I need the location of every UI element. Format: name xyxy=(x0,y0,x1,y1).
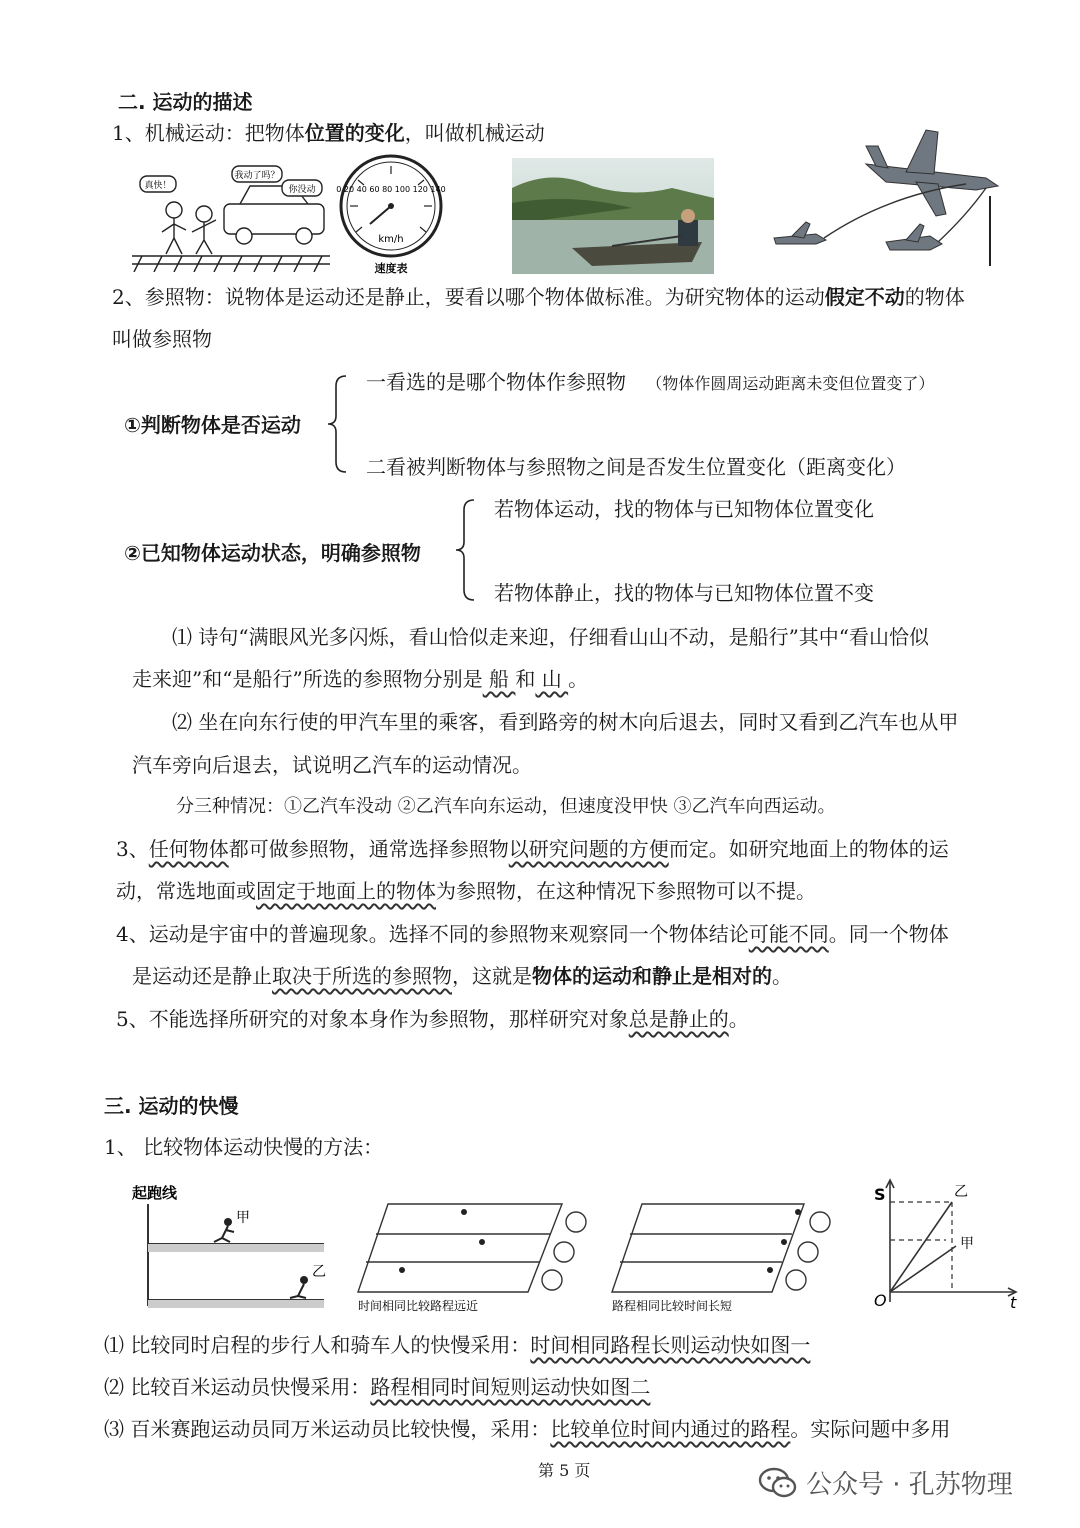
boat-lake-photo xyxy=(512,158,714,274)
speedo-ticks: 0 20 40 60 80 100 120 140 xyxy=(336,185,446,194)
known-option-a: 若物体运动，找的物体与已知物体位置变化 xyxy=(494,497,874,521)
p4-bold: 物体的运动和静止是相对的 xyxy=(532,964,772,988)
question-2 xyxy=(104,1372,650,1402)
p2-prefix: 2、参照物：说物体是运动还是静止，要看以哪个物体做标准。为研究物体的运动 xyxy=(112,285,825,309)
known-brace xyxy=(454,496,478,604)
p1-bold: 位置的变化 xyxy=(304,121,405,145)
p2-suffix: 的物体 xyxy=(904,285,965,309)
cartoon-kids-car-figure xyxy=(132,160,330,272)
paragraph-4-line2 xyxy=(132,961,792,991)
p3-pre: 3、 xyxy=(116,837,149,861)
p4-u2: 取决于所选的参照物 xyxy=(272,964,452,988)
p1-suffix: ，叫做机械运动 xyxy=(404,121,545,145)
p4-line2-a: 是运动还是静止 xyxy=(132,964,272,988)
question-1 xyxy=(104,1330,810,1360)
known-label: ②已知物体运动状态，明确参照物 xyxy=(124,541,421,565)
paragraph-3-line2 xyxy=(116,876,816,906)
p5-a: 5、不能选择所研究的对象本身作为参照物，那样研究对象 xyxy=(116,1007,629,1031)
fig1-a: 甲 xyxy=(236,1210,250,1226)
wechat-icon xyxy=(758,1466,798,1500)
fig1-b: 乙 xyxy=(312,1264,326,1280)
ex1-end: 。 xyxy=(568,667,589,691)
p3-line2-b: 为参照物，在这种情况下参照物可以不提。 xyxy=(436,879,816,903)
example2-line1: ⑵ 坐在向东行使的甲汽车里的乘客，看到路旁的树木向后退去，同时又看到乙汽车也从甲 xyxy=(172,710,959,734)
judge-label: ①判断物体是否运动 xyxy=(124,413,301,437)
p1-prefix: 1、机械运动：把物体 xyxy=(112,121,305,145)
ex1-line2-text: 走来迎”和“是船行”所选的参照物分别是 xyxy=(132,667,483,691)
judge-brace xyxy=(326,372,350,476)
judge-option-b: 二看被判断物体与参照物之间是否发生位置变化（距离变化） xyxy=(366,455,906,479)
same-distance-figure xyxy=(608,1200,844,1316)
p3-line2-a: 动，常选地面或 xyxy=(116,879,256,903)
speedo-caption: 速度表 xyxy=(374,262,408,275)
p3-mid: 都可做参照物，通常选择参照物 xyxy=(228,837,509,861)
aerial-refuel-figure xyxy=(766,126,1006,268)
ex1-answer-1: 船 xyxy=(482,667,516,691)
page-number: 第 5 页 xyxy=(538,1461,591,1480)
fig3-caption: 路程相同比较时间长短 xyxy=(612,1299,733,1313)
section3-paragraph-1: 1、 比较物体运动快慢的方法： xyxy=(104,1135,384,1159)
reference-object-paragraph xyxy=(112,282,965,312)
p4-b: 。同一个物体 xyxy=(828,922,949,946)
p3-u1: 任何物体 xyxy=(148,837,229,861)
speedo-unit: km/h xyxy=(378,234,404,245)
section3-title: 三. 运动的快慢 xyxy=(104,1094,239,1118)
bubble-2: 我动了吗？ xyxy=(234,171,280,181)
fig1-label: 起跑线 xyxy=(132,1184,178,1202)
speedometer-figure xyxy=(336,154,446,276)
p3-u3: 固定于地面上的物体 xyxy=(256,879,436,903)
q1-answer: 时间相同路程长则运动快如图一 xyxy=(530,1333,811,1357)
p4-u1: 可能不同 xyxy=(748,922,829,946)
p4-a: 4、运动是宇宙中的普遍现象。选择不同的参照物来观察同一个物体结论 xyxy=(116,922,749,946)
example2-answer: 分三种情况：①乙汽车没动 ②乙汽车向东运动，但速度没甲快 ③乙汽车向西运动。 xyxy=(176,796,836,817)
same-time-figure xyxy=(354,1200,594,1316)
ex1-answer-2: 山 xyxy=(535,667,569,691)
fig2-caption: 时间相同比较路程远近 xyxy=(358,1299,479,1313)
p3-end: 而定。如研究地面上的物体的运 xyxy=(668,837,949,861)
watermark-text: 公众号 · 孔苏物理 xyxy=(806,1470,1013,1500)
p4-line2-b: ，这就是 xyxy=(452,964,532,988)
q1-prefix: ⑴ 比较同时启程的步行人和骑车人的快慢采用： xyxy=(104,1333,531,1357)
section2-title: 二. 运动的描述 xyxy=(118,90,253,114)
fig4-o: O xyxy=(874,1291,887,1310)
fig4-a: 乙 xyxy=(954,1184,968,1200)
judge-option-a xyxy=(366,367,934,399)
example1-line2 xyxy=(132,664,588,694)
judge-a-text: 一看选的是哪个物体作参照物 xyxy=(366,370,626,394)
known-option-b: 若物体静止，找的物体与已知物体位置不变 xyxy=(494,581,874,605)
fig4-b: 甲 xyxy=(960,1236,974,1252)
fig4-t: t xyxy=(1010,1293,1017,1310)
q3-answer: 比较单位时间内通过的路程 xyxy=(550,1417,791,1441)
reference-object-line2: 叫做参照物 xyxy=(112,327,212,351)
st-graph-figure xyxy=(868,1174,1020,1310)
example2-line2: 汽车旁向后退去，试说明乙汽车的运动情况。 xyxy=(132,753,532,777)
fig4-s: S xyxy=(874,1185,886,1204)
paragraph-3-line1 xyxy=(116,834,949,864)
q3-end: 。实际问题中多用 xyxy=(790,1417,951,1441)
q3-prefix: ⑶ 百米赛跑运动员同万米运动员比较快慢，采用： xyxy=(104,1417,551,1441)
ex1-mid: 和 xyxy=(515,667,536,691)
q2-answer: 路程相同时间短则运动快如图二 xyxy=(370,1375,651,1399)
p3-u2: 以研究问题的方便 xyxy=(508,837,669,861)
judge-a-note: （物体作圆周运动距离未变但位置变了） xyxy=(646,374,935,393)
p5-u: 总是静止的 xyxy=(628,1007,729,1031)
mechanical-motion-paragraph xyxy=(112,118,545,148)
q2-prefix: ⑵ 比较百米运动员快慢采用： xyxy=(104,1375,371,1399)
watermark xyxy=(758,1464,1013,1501)
question-3 xyxy=(104,1414,950,1444)
p4-end: 。 xyxy=(772,964,792,988)
example1-line1: ⑴ 诗句“满眼风光多闪烁，看山恰似走来迎，仔细看山山不动，是船行”其中“看山恰似 xyxy=(172,625,930,649)
starting-line-figure xyxy=(132,1180,328,1310)
paragraph-4-line1 xyxy=(116,919,949,949)
p2-bold: 假定不动 xyxy=(824,285,905,309)
paragraph-5 xyxy=(116,1004,749,1034)
p5-end: 。 xyxy=(728,1007,749,1031)
bubble-3: 你没动 xyxy=(288,185,316,195)
bubble-1: 真快！ xyxy=(144,181,172,191)
